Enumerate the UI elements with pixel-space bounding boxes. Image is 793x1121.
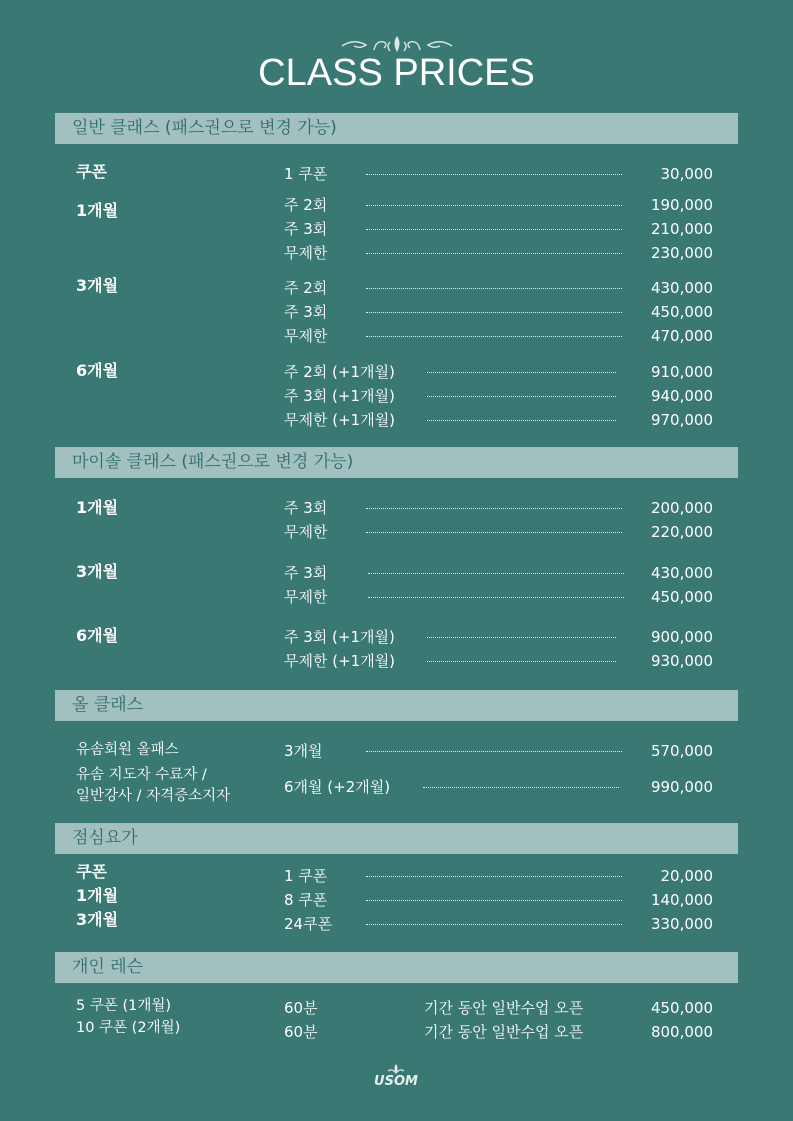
leader-dots <box>427 420 616 421</box>
section-header-mysol: 마이솔 클래스 (패스권으로 변경 가능) <box>55 447 738 478</box>
price: 990,000 <box>650 778 713 796</box>
label-6-month: 6개월 <box>76 626 119 645</box>
leader-dots <box>366 229 622 230</box>
option: 무제한 <box>284 523 328 541</box>
option: 8 쿠폰 <box>284 891 328 909</box>
label-5-coupon: 5 쿠폰 (1개월) <box>76 998 172 1014</box>
option: 60분 <box>284 1023 318 1041</box>
label-6-month: 6개월 <box>76 361 119 380</box>
price: 200,000 <box>650 499 713 517</box>
option: 주 2회 <box>284 279 328 297</box>
logo-text: USOM <box>374 1074 418 1089</box>
label-3-month: 3개월 <box>76 910 119 929</box>
page-title: CLASS PRICES <box>258 52 535 94</box>
label-coupon: 쿠폰 <box>76 162 107 181</box>
price: 900,000 <box>650 628 713 646</box>
price: 210,000 <box>650 220 713 238</box>
leader-dots <box>366 876 622 877</box>
leader-dots <box>423 787 619 788</box>
option: 주 2회 (+1개월) <box>284 363 395 381</box>
price-row <box>0 1020 793 1044</box>
label-3-month: 3개월 <box>76 562 119 581</box>
price-row <box>0 520 793 544</box>
option: 주 3회 <box>284 564 328 582</box>
price: 450,000 <box>650 588 713 606</box>
option: 24쿠폰 <box>284 915 333 933</box>
price-row <box>0 384 793 408</box>
price: 970,000 <box>650 411 713 429</box>
leader-dots <box>366 174 622 175</box>
leader-dots <box>427 661 616 662</box>
price-row <box>0 739 793 763</box>
option: 3개월 <box>284 742 323 760</box>
price-row <box>0 360 793 384</box>
price-row <box>0 162 793 186</box>
note: 기간 동안 일반수업 오픈 <box>424 999 584 1017</box>
section-header-private: 개인 레슨 <box>55 952 738 983</box>
price-row <box>0 300 793 324</box>
price: 220,000 <box>650 523 713 541</box>
option: 무제한 (+1개월) <box>284 652 396 670</box>
leader-dots <box>427 637 616 638</box>
price: 940,000 <box>650 387 713 405</box>
leader-dots <box>366 751 622 752</box>
price-row <box>0 324 793 348</box>
option: 무제한 <box>284 588 328 606</box>
option: 무제한 (+1개월) <box>284 411 396 429</box>
leader-dots <box>366 312 622 313</box>
option: 1 쿠폰 <box>284 867 328 885</box>
label-1-month: 1개월 <box>76 886 119 905</box>
price-row <box>0 561 793 585</box>
leader-dots <box>366 900 622 901</box>
note: 기간 동안 일반수업 오픈 <box>424 1023 584 1041</box>
label-1-month: 1개월 <box>76 201 119 220</box>
price-row <box>0 217 793 241</box>
price: 30,000 <box>660 165 713 183</box>
option: 주 2회 <box>284 196 328 214</box>
option: 무제한 <box>284 244 328 262</box>
price: 450,000 <box>650 303 713 321</box>
section-header-lunch: 점심요가 <box>55 823 738 854</box>
price: 910,000 <box>650 363 713 381</box>
option: 주 3회 (+1개월) <box>284 628 395 646</box>
label-instructor-line1: 유솜 지도자 수료자 / <box>76 767 207 783</box>
price-row <box>0 408 793 432</box>
leader-dots <box>427 396 616 397</box>
section-header-general: 일반 클래스 (패스권으로 변경 가능) <box>55 113 738 144</box>
option: 주 3회 (+1개월) <box>284 387 395 405</box>
price: 190,000 <box>650 196 713 214</box>
leader-dots <box>368 597 624 598</box>
label-10-coupon: 10 쿠폰 (2개월) <box>76 1020 181 1036</box>
price: 330,000 <box>650 915 713 933</box>
leader-dots <box>368 573 624 574</box>
price: 140,000 <box>650 891 713 909</box>
option: 1 쿠폰 <box>284 165 328 183</box>
price: 20,000 <box>660 867 713 885</box>
label-member-allpass: 유솜회원 올패스 <box>76 742 179 758</box>
price: 230,000 <box>650 244 713 262</box>
price-row <box>0 625 793 649</box>
price-row <box>0 496 793 520</box>
price: 470,000 <box>650 327 713 345</box>
price: 430,000 <box>650 564 713 582</box>
label-1-month: 1개월 <box>76 498 119 517</box>
price-row <box>0 276 793 300</box>
usom-logo <box>370 1062 422 1096</box>
option: 주 3회 <box>284 220 328 238</box>
price-row <box>0 241 793 265</box>
leader-dots <box>366 924 622 925</box>
leader-dots <box>366 205 622 206</box>
option: 주 3회 <box>284 303 328 321</box>
option: 주 3회 <box>284 499 328 517</box>
label-coupon: 쿠폰 <box>76 862 107 881</box>
price-row <box>0 996 793 1020</box>
leader-dots <box>366 532 622 533</box>
price-row <box>0 585 793 609</box>
leader-dots <box>366 288 622 289</box>
price-row <box>0 864 793 888</box>
price-row <box>0 888 793 912</box>
price: 930,000 <box>650 652 713 670</box>
label-3-month: 3개월 <box>76 276 119 295</box>
price: 430,000 <box>650 279 713 297</box>
price: 450,000 <box>650 999 713 1017</box>
price-row <box>0 193 793 217</box>
leader-dots <box>366 336 622 337</box>
price: 570,000 <box>650 742 713 760</box>
label-instructor-line2: 일반강사 / 자격증소지자 <box>76 788 231 804</box>
price-row <box>0 649 793 673</box>
leader-dots <box>427 372 616 373</box>
option: 6개월 (+2개월) <box>284 778 391 796</box>
option: 무제한 <box>284 327 328 345</box>
price: 800,000 <box>650 1023 713 1041</box>
price-row <box>0 775 793 799</box>
leader-dots <box>366 508 622 509</box>
leader-dots <box>366 253 622 254</box>
section-header-all: 올 클래스 <box>55 690 738 721</box>
option: 60분 <box>284 999 318 1017</box>
price-row <box>0 912 793 936</box>
